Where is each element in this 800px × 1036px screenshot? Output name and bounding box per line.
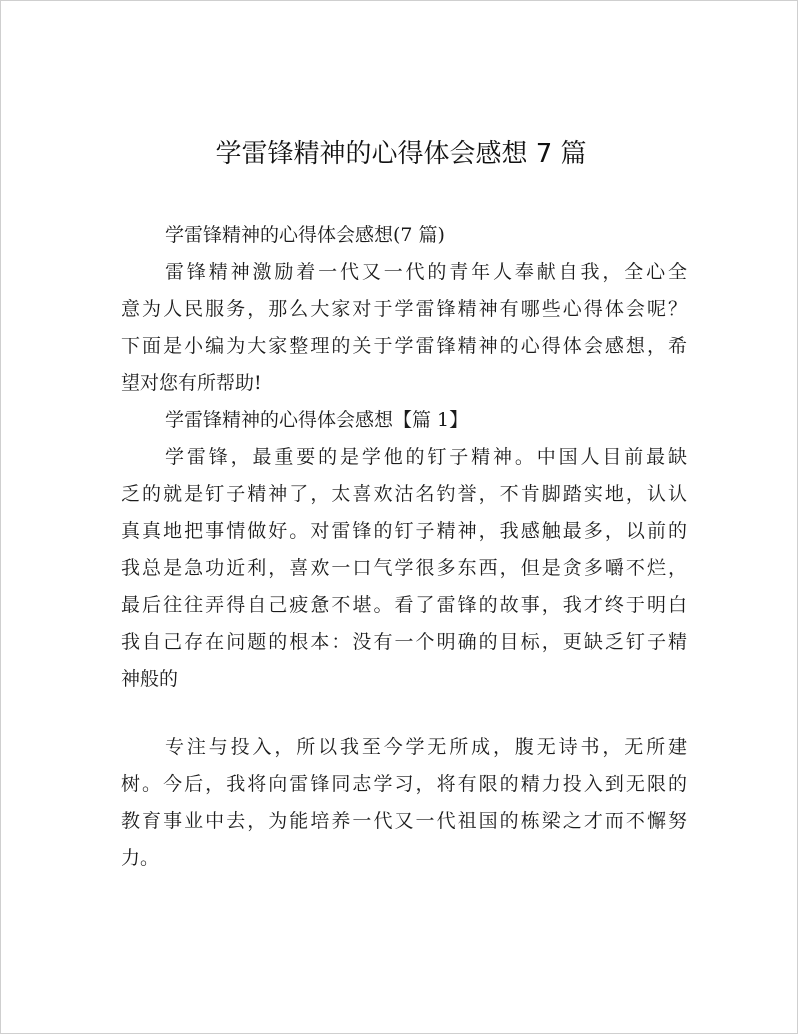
- section-1-line-7: 神般的: [121, 668, 179, 690]
- section-1-line-3: 真真地把事情做好。对雷锋的钉子精神，我感触最多，以前的: [121, 520, 687, 542]
- intro-paragraph-line-1: 雷锋精神激励着一代又一代的青年人奉献自我，全心全: [165, 261, 687, 283]
- section-1-line-2: 乏的就是钉子精神了，太喜欢沽名钓誉，不肯脚踏实地，认认: [121, 483, 687, 505]
- section-1-line-5: 最后往往弄得自己疲惫不堪。看了雷锋的故事，我才终于明白: [121, 594, 687, 616]
- section-1-line-6: 我自己存在问题的根本：没有一个明确的目标，更缺乏钉子精: [121, 631, 687, 653]
- section-1-cont-line-1: 专注与投入，所以我至今学无所成，腹无诗书，无所建: [165, 736, 687, 758]
- document-body: [121, 217, 687, 698]
- section-heading-1: 学雷锋精神的心得体会感想【篇 1】: [165, 409, 469, 431]
- section-1-cont-line-2: 树。今后，我将向雷锋同志学习，将有限的精力投入到无限的: [121, 773, 687, 795]
- document-body-continued: [121, 729, 687, 877]
- intro-paragraph-line-3: 下面是小编为大家整理的关于学雷锋精神的心得体会感想，希: [121, 335, 687, 357]
- document-title: 学雷锋精神的心得体会感想 7 篇: [215, 139, 587, 169]
- intro-paragraph-line-4: 望对您有所帮助!: [121, 372, 262, 394]
- section-1-line-4: 我总是急功近利，喜欢一口气学很多东西，但是贪多嚼不烂，: [121, 557, 687, 579]
- intro-paragraph-line-2: 意为人民服务，那么大家对于学雷锋精神有哪些心得体会呢？: [121, 298, 687, 320]
- section-1-line-1: 学雷锋，最重要的是学他的钉子精神。中国人目前最缺: [165, 446, 687, 468]
- section-1-cont-line-4: 力。: [121, 847, 160, 869]
- intro-subtitle-line: 学雷锋精神的心得体会感想(7 篇): [165, 224, 445, 246]
- section-1-cont-line-3: 教育事业中去，为能培养一代又一代祖国的栋梁之才而不懈努: [121, 810, 687, 832]
